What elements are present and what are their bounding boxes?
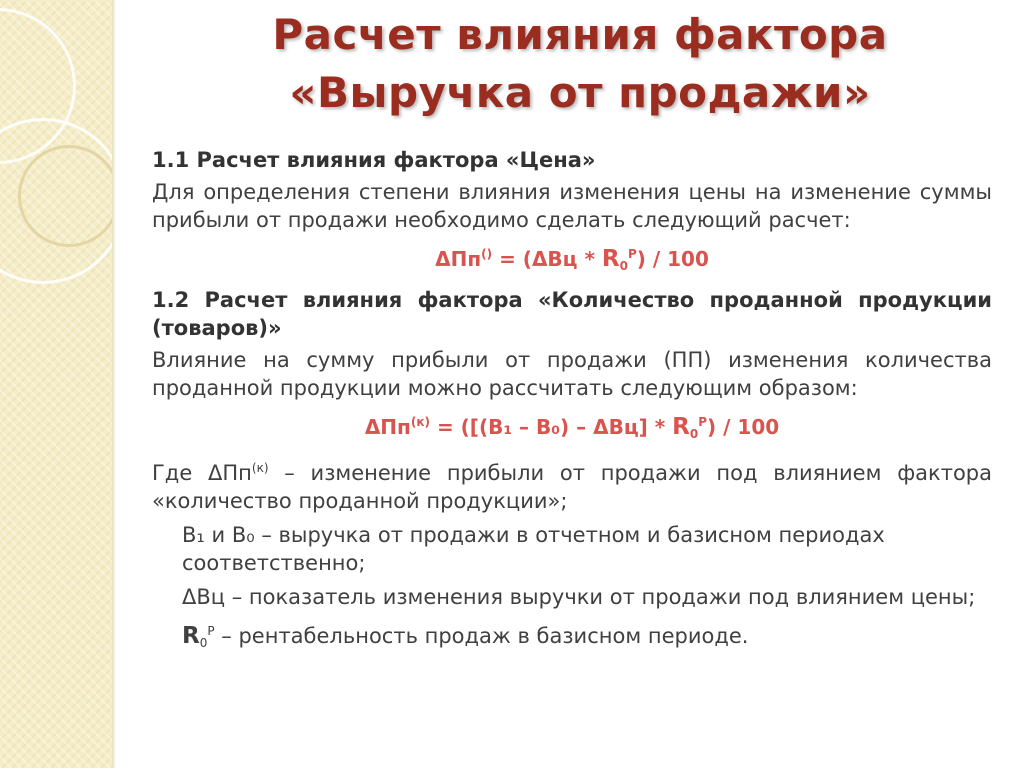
legend-r: R (182, 623, 200, 649)
section-1-heading: 1.1 Расчет влияния фактора «Цена» (152, 148, 596, 172)
legend-where (152, 454, 992, 515)
legend-r-sub: 0 (199, 636, 208, 650)
legend-item-price-change: ΔВц – показатель изменения выручки от продажи под влиянием цены; (182, 585, 976, 609)
title-line-2: «Выручка от продажи» (289, 68, 871, 117)
band-edge-shadow (112, 0, 116, 768)
legend-r-sup: Р (207, 624, 215, 638)
section-2-text: Влияние на сумму прибыли от продажи (ПП) изменения количества проданной продукции можно рассчитать следующим образом: (152, 348, 992, 400)
formula-r-sub: 0 (689, 427, 699, 441)
formula-r-sup: Р (627, 247, 637, 261)
formula-middle: = (ΔВц * (492, 247, 602, 271)
formula-r-sub: 0 (619, 259, 628, 273)
formula-lhs-sup: () (481, 247, 493, 261)
formula-r: R (601, 246, 620, 272)
slide-content (152, 146, 992, 657)
legend-r-text: – рентабельность продаж в базисном периоде. (214, 624, 749, 648)
formula-lhs: ΔПп (435, 247, 482, 271)
formula-tail: ) / 100 (707, 415, 780, 439)
legend-item-profitability (182, 617, 992, 657)
legend-where-prefix: Где ΔПп (152, 461, 252, 485)
formula-r-sup: Р (698, 415, 708, 429)
quantity-factor-formula (152, 408, 992, 448)
legend-item-revenue: В₁ и В₀ – выручка от продажи в отчетном и базисном периодах соответственно; (182, 523, 885, 575)
formula-middle: = ([(В₁ – В₀) – ΔВц] * (429, 415, 673, 439)
formula-lhs-sup: (к) (410, 415, 430, 429)
section-2-heading: 1.2 Расчет влияния фактора «Количество проданной продукции (товаров)» (152, 288, 992, 340)
decorative-side-band (0, 0, 112, 768)
formula-tail: ) / 100 (636, 247, 709, 271)
slide-title (150, 6, 1010, 122)
legend-where-text: – изменение прибыли от продажи под влиянием фактора «количество проданной продукции»; (152, 461, 992, 513)
formula-r: R (672, 414, 690, 440)
price-factor-formula (152, 240, 992, 280)
decorative-ring (18, 145, 112, 247)
legend-where-sup: (к) (251, 461, 269, 475)
title-line-1: Расчет влияния фактора (272, 10, 888, 59)
section-1-text: Для определения степени влияния изменения цены на изменение суммы прибыли от продажи необходимо сделать следующий расчет: (152, 180, 992, 232)
formula-lhs: ΔПп (364, 415, 411, 439)
